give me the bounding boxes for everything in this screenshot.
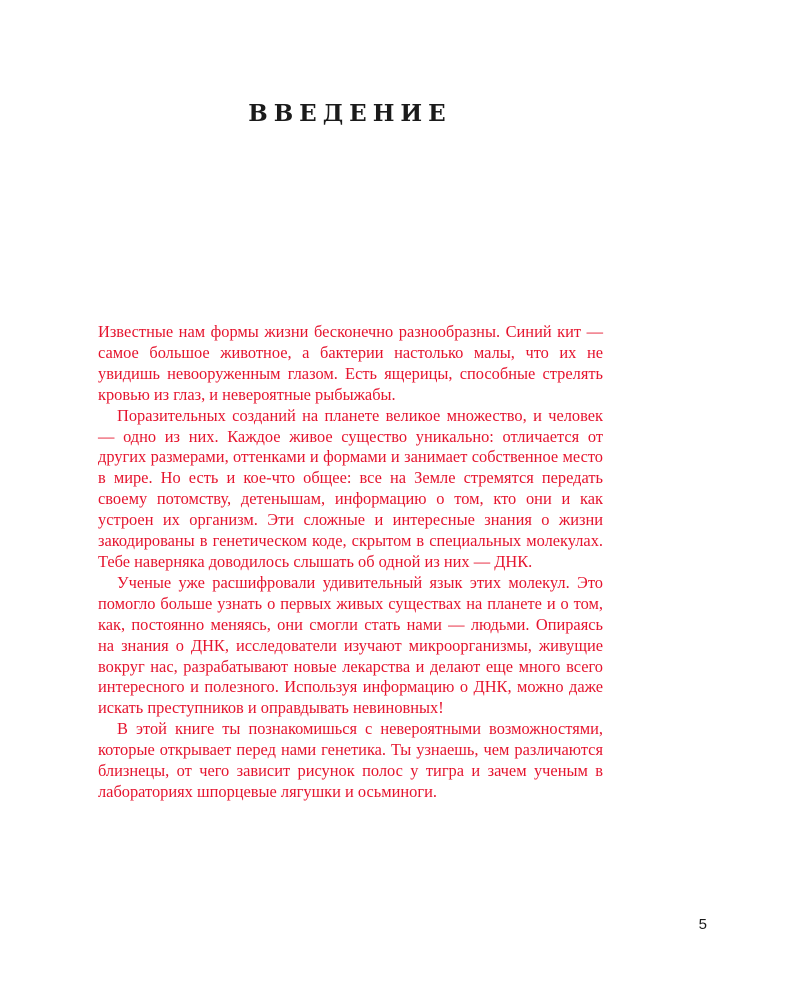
paragraph-2: Поразительных созданий на планете великое множество, и человек — одно из них. Каждое живое существо уникально: отличается от других размерами, оттенками и формами и занимает собственное место в мире. Но есть и кое-что общее: все на Земле стремятся передать своему потомству, детенышам, информацию о том, кто они и как устроен их организм. Эти сложные и интересные знания о жизни закодированы в генетическом коде, скрытом в специальных молекулах. Тебе наверняка доводилось слышать об одной из них — ДНК. [98,405,603,571]
paragraph-1: Известные нам формы жизни бесконечно разнообразны. Синий кит — самое большое животное, а бактерии настолько малы, что их не увидишь невооруженным глазом. Есть ящерицы, способные стрелять кровью из глаз, и невероятные рыбыжабы. [98,322,603,404]
paragraph-3: Ученые уже расшифровали удивительный язык этих молекул. Это помогло больше узнать о первых живых существах на планете и о том, как, постоянно меняясь, они смогли стать нами — людьми. Опираясь на знания о ДНК, исследователи изучают микроорганизмы, живущие вокруг нас, разрабатывают новые лекарства и делают еще много всего интересного и полезного. Используя информацию о ДНК, можно даже искать преступников и оправдывать невиновных! [98,572,603,718]
page-number: 5 [698,916,707,933]
chapter-title: ВВЕДЕНИЕ [248,100,452,127]
paragraph-4: В этой книге ты познакомишься с невероятными возможностями, которые открывает перед нами генетика. Ты узнаешь, чем различаются близнецы, от чего зависит рисунок полос у тигра и зачем ученым в лабораториях шпорцевые лягушки и осьминоги. [98,719,603,801]
chapter-body [98,322,603,803]
